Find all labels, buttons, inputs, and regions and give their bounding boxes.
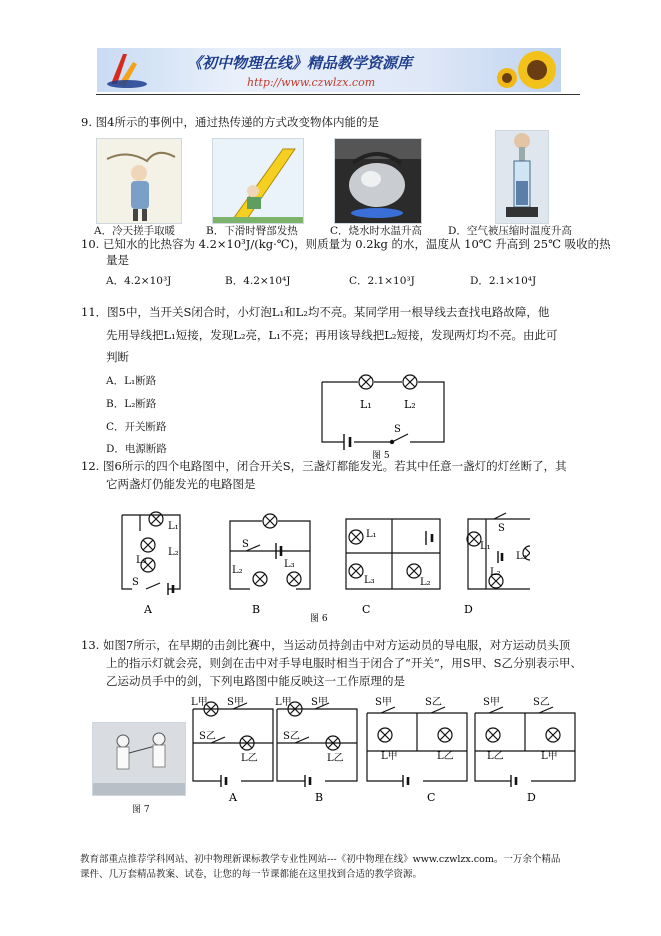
fig6d-label-l3: L₃ (516, 551, 527, 562)
fig6-label-c: C (362, 603, 371, 616)
fig5-label-l1: L₁ (360, 398, 372, 411)
figure-7-circuits (185, 695, 580, 807)
q11-line2: 先用导线把L₁短接，发现L₂亮，L₁不亮；再用该导线把L₂短接，发现两灯均不亮。由此可 (106, 328, 558, 342)
q11-option-b: B．L₂断路 (106, 398, 157, 410)
fig7c-label-syi: S乙 (425, 697, 442, 708)
fig6d-label-l2: L₂ (490, 567, 501, 578)
fig6c-label-l1: L₁ (366, 529, 377, 540)
q10-stem-line1: 10. 已知水的比热容为 4.2×10³J/(kg·℃)，则质量为 0.2kg 的水，温度从 10℃ 升高到 25℃ 吸收的热 (81, 237, 611, 251)
q12-line1: 12. 图6所示的四个电路图中，闭合开关S，三盏灯都能发光。若其中任意一盏灯的灯丝断了，其 (81, 459, 567, 473)
q10-option-b: B．4.2×10⁴J (225, 275, 291, 287)
fig7a-label-sjia: S甲 (227, 697, 244, 708)
fig7b-label-lyi: L乙 (327, 753, 344, 764)
fig6a-label-l2: L₂ (168, 547, 179, 558)
site-logo-icon (107, 54, 147, 88)
q9-option-c: C．烧水时水温升高 (330, 225, 423, 237)
q10-option-a: A．4.2×10³J (106, 275, 172, 287)
q13-line2: 上的指示灯就会亮，则剑在击中对手导电服时相当于闭合了“开关”，用S甲、S乙分别表示甲、 (106, 656, 583, 670)
q10-option-d: D．2.1×10⁴J (470, 275, 537, 287)
figure-6-circuits (110, 505, 530, 623)
figure-5-circuit (310, 370, 450, 460)
fig5-label-l2: L₂ (404, 398, 416, 411)
fig7a-label-lyi: L乙 (241, 753, 258, 764)
fig6-label-d: D (464, 603, 473, 616)
fig6c-label-l3: L₃ (364, 575, 375, 586)
q9-option-d: D．空气被压缩时温度升高 (448, 225, 572, 237)
q9-option-a: A．冷天搓手取暖 (94, 225, 176, 237)
banner-url: http://www.czwlzx.com (247, 76, 376, 89)
footer-line2: 课件、几万套精品教案、试卷，让您的每一节课都能在这里找到合适的教学资源。 (80, 869, 423, 880)
fig6b-label-l3: L₃ (284, 559, 295, 570)
q13-line3: 乙运动员手中的剑，下列电路图中能反映这一工作原理的是 (106, 674, 405, 688)
fig5-label-s: S (394, 424, 401, 435)
q13-line1: 13. 如图7所示，在早期的击剑比赛中，当运动员持剑击中对方运动员的导电服，对方运动员头顶 (81, 638, 571, 652)
fig7-label-b: B (315, 791, 324, 804)
header-rule (96, 94, 580, 95)
fig7a-label-syi: S乙 (199, 731, 216, 742)
fig7a-label-ljia: L甲 (191, 697, 208, 708)
sunflower-icon (497, 51, 556, 89)
fig7b-label-ljia: L甲 (275, 697, 292, 708)
fig7b-label-syi: S乙 (283, 731, 300, 742)
fig7b-label-sjia: S甲 (311, 697, 328, 708)
fig7-caption: 图 7 (132, 805, 150, 815)
q11-line1: 11．图5中，当开关S闭合时，小灯泡L₁和L₂均不亮。某同学用一根导线去查找电路故障，他 (81, 305, 550, 319)
fig6-label-b: B (252, 603, 261, 616)
fig7-label-d: D (527, 791, 536, 804)
q11-line3: 判断 (106, 350, 129, 364)
q13-fencing-photo (92, 722, 186, 796)
footer-line1: 教育部重点推荐学科网站、初中物理新课标教学专业性网站---《初中物理在线》www.czwlzx.com。一万余个精品 (80, 854, 561, 865)
fig7-label-c: C (427, 791, 436, 804)
fig7d-label-sjia: S甲 (483, 697, 500, 708)
q9-option-b: B．下滑时臀部发热 (206, 225, 298, 237)
fig7c-label-lyi: L乙 (437, 751, 454, 762)
fig6d-label-l1: L₁ (480, 541, 491, 552)
fig6c-label-l2: L₂ (420, 577, 431, 588)
q10-option-c: C．2.1×10³J (349, 275, 415, 287)
q9-image-a (96, 138, 182, 224)
fig7d-label-ljia: L甲 (541, 751, 558, 762)
q12-line2: 它两盏灯仍能发光的电路图是 (106, 477, 256, 491)
fig5-caption: 图 5 (372, 451, 390, 460)
q9-image-d (495, 130, 549, 224)
q11-option-a: A．L₁断路 (106, 375, 157, 387)
fig7d-label-lyi: L乙 (487, 751, 504, 762)
header-banner (97, 48, 561, 92)
fig6-caption: 图 6 (310, 614, 328, 623)
fig6b-label-s: S (242, 539, 249, 550)
fig6b-label-l2: L₂ (232, 565, 243, 576)
fig7c-label-ljia: L甲 (381, 751, 398, 762)
q9-stem: 9. 图4所示的事例中，通过热传递的方式改变物体内能的是 (81, 115, 379, 129)
fig6-label-a: A (144, 603, 152, 616)
banner-title: 《初中物理在线》精品教学资源库 (187, 54, 413, 72)
q11-option-c: C．开关断路 (106, 421, 167, 433)
fig7d-label-syi: S乙 (533, 697, 550, 708)
q11-option-d: D．电源断路 (106, 443, 167, 455)
q10-stem-line2: 量是 (106, 253, 129, 267)
q9-image-c (334, 138, 422, 224)
fig7-label-a: A (229, 791, 237, 804)
q9-image-b (212, 138, 304, 224)
fig6a-label-l3: L₃ (136, 555, 147, 566)
fig6a-label-l1: L₁ (168, 521, 179, 532)
fig6d-label-s: S (498, 523, 505, 534)
banner-graphic (97, 48, 561, 92)
fig6a-label-s: S (132, 577, 139, 588)
fig7c-label-sjia: S甲 (375, 697, 392, 708)
